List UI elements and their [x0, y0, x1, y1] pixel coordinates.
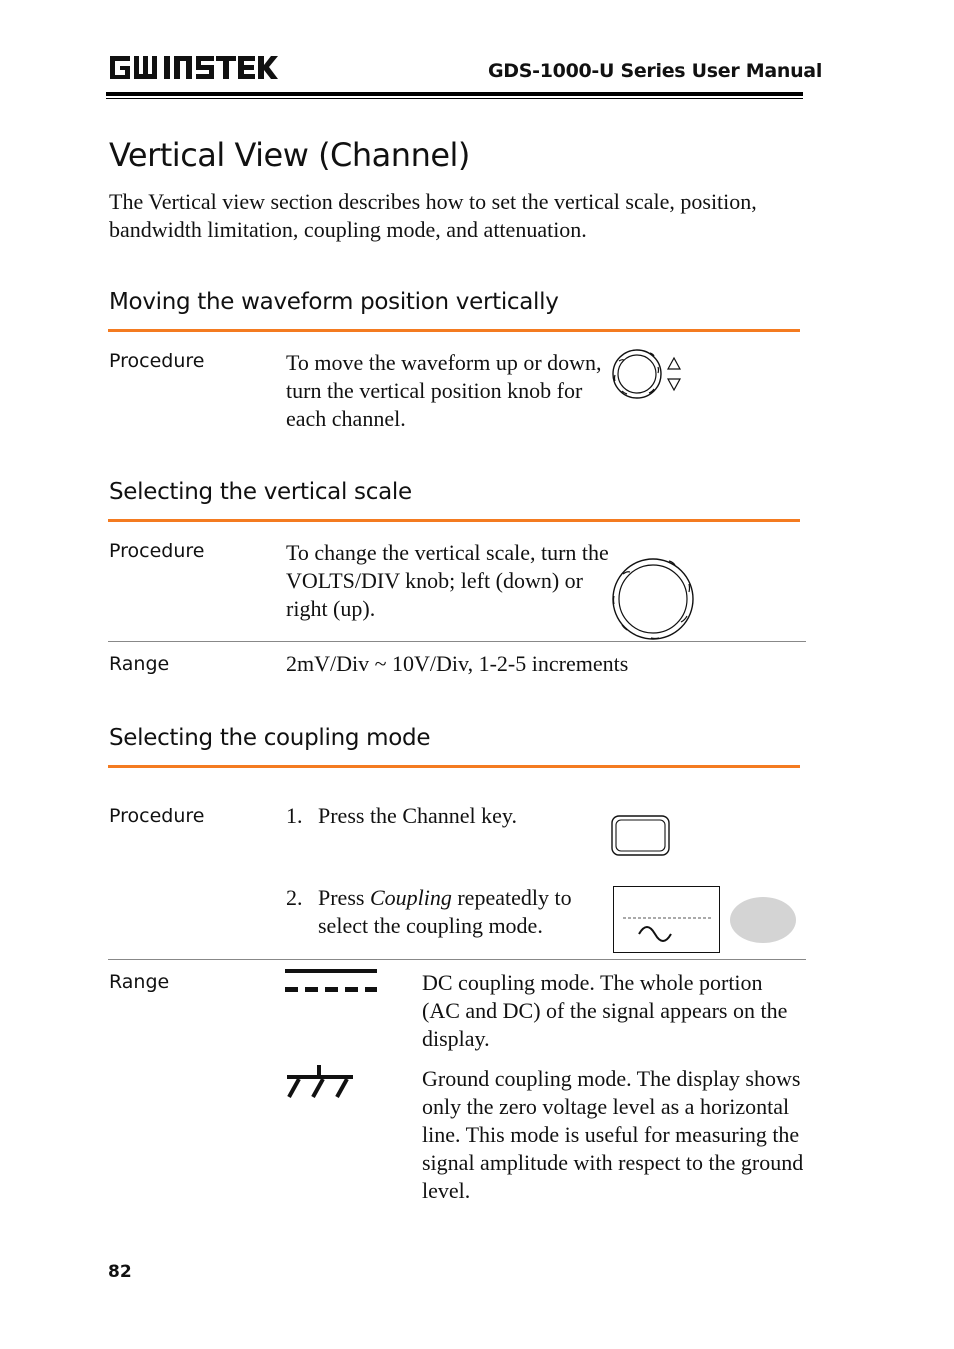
- row-label-range: Range: [109, 653, 170, 675]
- row-label-range: Range: [109, 971, 170, 993]
- coupling-menu-display-icon: [613, 886, 721, 954]
- step-number: 2.: [286, 885, 303, 910]
- step-number: 1.: [286, 803, 303, 828]
- step-text: [318, 884, 608, 940]
- range-text: 2mV/Div ~ 10V/Div, 1-2-5 increments: [286, 651, 629, 676]
- coupling-softkey-icon: [729, 896, 797, 944]
- header-rule: [106, 92, 803, 96]
- step-text-part: Press: [318, 885, 370, 910]
- volts-div-knob-icon: [609, 556, 697, 642]
- procedure-text: To move the waveform up or down, turn the vertical position knob for each channel.: [286, 350, 602, 431]
- page-number: 82: [108, 1262, 132, 1282]
- section-heading-scale: Selecting the vertical scale: [109, 479, 412, 505]
- position-knob-icon: [610, 347, 690, 403]
- section-rule: [108, 329, 800, 332]
- coupling-term: Coupling: [369, 885, 452, 910]
- section-rule: [108, 765, 800, 768]
- ground-coupling-icon: [285, 1063, 357, 1099]
- procedure-text: To change the vertical scale, turn the VOLTS/DIV knob; left (down) or right (up).: [286, 540, 609, 621]
- row-divider: [108, 959, 806, 960]
- row-label-procedure: Procedure: [109, 540, 205, 562]
- header-rule-thin: [106, 98, 803, 99]
- step-text: Press the Channel key.: [318, 803, 517, 828]
- intro-paragraph: The Vertical view section describes how to set the vertical scale, position, bandwidth limitation, coupling mode, and attenuation.: [109, 189, 757, 242]
- section-heading-position: Moving the waveform position vertically: [109, 289, 559, 315]
- ground-coupling-description: Ground coupling mode. The display shows only the zero voltage level as a horizontal line. This mode is useful for measuring the signal amplitude with respect to the ground level.: [422, 1066, 804, 1203]
- section-heading-coupling: Selecting the coupling mode: [109, 725, 431, 751]
- dc-coupling-description: DC coupling mode. The whole portion (AC and DC) of the signal appears on the display.: [422, 970, 788, 1051]
- page-title: Vertical View (Channel): [109, 136, 470, 174]
- row-divider: [108, 641, 806, 642]
- section-rule: [108, 519, 800, 522]
- dc-coupling-icon: [285, 968, 379, 994]
- brand-logo: [108, 52, 278, 84]
- row-label-procedure: Procedure: [109, 805, 205, 827]
- manual-title: GDS-1000-U Series User Manual: [488, 60, 823, 82]
- step-text-part: repeatedly to select the coupling mode.: [318, 885, 572, 938]
- channel-key-icon: [611, 815, 671, 857]
- row-label-procedure: Procedure: [109, 350, 205, 372]
